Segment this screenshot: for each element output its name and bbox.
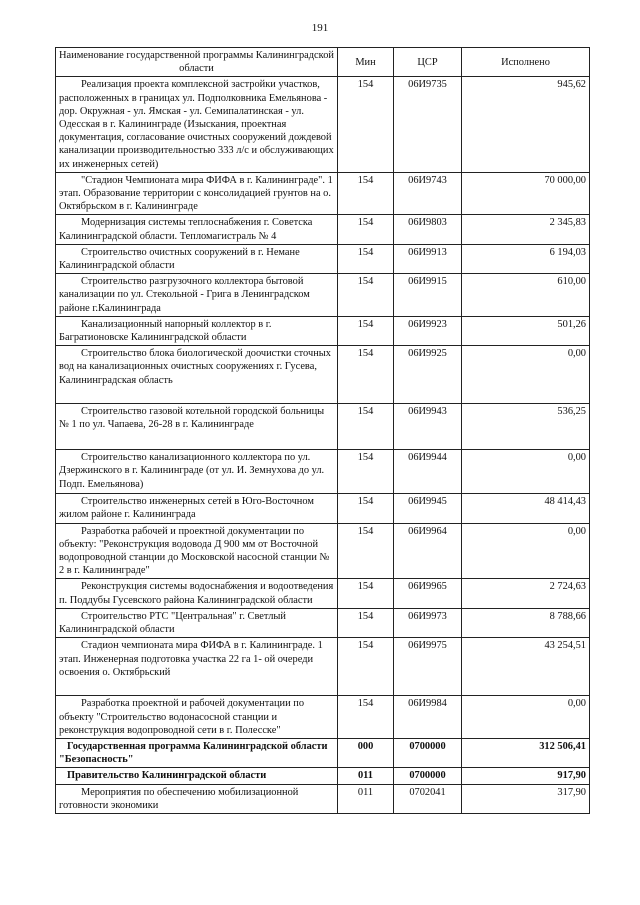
cell-csr: 0702041: [394, 784, 462, 813]
cell-program-name: Строительство канализационного коллектора по ул. Дзержинского в г. Калининграде (от ул. И. Земнухова до ул. Подп. Емельянова): [56, 450, 338, 494]
cell-program-name: Строительство разгрузочного коллектора бытовой канализации по ул. Стекольной - Грига в Ленинградском районе г.Калининграда: [56, 274, 338, 317]
cell-executed: 48 414,43: [462, 494, 590, 523]
table-row: [56, 215, 590, 244]
cell-executed: 2 724,63: [462, 579, 590, 608]
budget-table: [55, 47, 590, 814]
cell-executed: 0,00: [462, 523, 590, 579]
cell-ministry: 154: [338, 244, 394, 273]
cell-ministry: 154: [338, 215, 394, 244]
cell-ministry: 154: [338, 579, 394, 608]
cell-program-name: Строительство РТС "Центральная" г. Светлый Калининградской области: [56, 608, 338, 637]
cell-csr: 06И9943: [394, 404, 462, 450]
table-row: [56, 738, 590, 767]
cell-csr: 06И9944: [394, 450, 462, 494]
cell-program-name: Модернизация системы теплоснабжения г. Советска Калининградской области. Тепломагистраль № 4: [56, 215, 338, 244]
cell-ministry: 154: [338, 696, 394, 739]
cell-executed: 43 254,51: [462, 638, 590, 696]
cell-csr: 06И9965: [394, 579, 462, 608]
cell-csr: 06И9984: [394, 696, 462, 739]
table-body: [56, 77, 590, 814]
cell-executed: 6 194,03: [462, 244, 590, 273]
cell-executed: 945,62: [462, 77, 590, 172]
table-row: [56, 638, 590, 696]
cell-csr: 0700000: [394, 768, 462, 784]
cell-ministry: 154: [338, 638, 394, 696]
table-row: [56, 579, 590, 608]
table-row: [56, 244, 590, 273]
cell-csr: 06И9915: [394, 274, 462, 317]
table-header-row: [56, 48, 590, 77]
cell-ministry: 011: [338, 768, 394, 784]
cell-program-name: Разработка рабочей и проектной документации по объекту: "Реконструкция водовода Д 900 мм от Восточной водопроводной станции до Московской насосной станции № 2 в г. Калининграде": [56, 523, 338, 579]
table-row: [56, 172, 590, 215]
cell-executed: 312 506,41: [462, 738, 590, 767]
cell-ministry: 154: [338, 450, 394, 494]
cell-csr: 06И9975: [394, 638, 462, 696]
table-row: [56, 274, 590, 317]
cell-program-name: Разработка проектной и рабочей документации по объекту "Строительство водонасосной станции и реконструкция водопроводной сети в г. Полесске": [56, 696, 338, 739]
cell-csr: 06И9964: [394, 523, 462, 579]
cell-csr: 06И9735: [394, 77, 462, 172]
cell-program-name: "Стадион Чемпионата мира ФИФА в г. Калининграде". 1 этап. Образование территории с консолидацией грунтов на о. Октябрьском в г. Калининграде: [56, 172, 338, 215]
cell-program-name: Строительство газовой котельной городской больницы № 1 по ул. Чапаева, 26-28 в г. Калининграде: [56, 404, 338, 450]
cell-ministry: 154: [338, 494, 394, 523]
cell-executed: 536,25: [462, 404, 590, 450]
cell-executed: 917,90: [462, 768, 590, 784]
cell-executed: 2 345,83: [462, 215, 590, 244]
cell-ministry: 154: [338, 77, 394, 172]
cell-executed: 0,00: [462, 450, 590, 494]
cell-csr: 0700000: [394, 738, 462, 767]
cell-ministry: 154: [338, 404, 394, 450]
cell-csr: 06И9803: [394, 215, 462, 244]
cell-ministry: 154: [338, 172, 394, 215]
cell-executed: 501,26: [462, 316, 590, 345]
header-ministry: Мин: [338, 48, 394, 77]
cell-csr: 06И9945: [394, 494, 462, 523]
cell-ministry: 154: [338, 608, 394, 637]
cell-program-name: Правительство Калининградской области: [56, 768, 338, 784]
header-executed: Исполнено: [462, 48, 590, 77]
cell-executed: 0,00: [462, 346, 590, 404]
cell-csr: 06И9925: [394, 346, 462, 404]
cell-csr: 06И9743: [394, 172, 462, 215]
cell-executed: 8 788,66: [462, 608, 590, 637]
cell-program-name: Государственная программа Калининградской области "Безопасность": [56, 738, 338, 767]
cell-ministry: 154: [338, 523, 394, 579]
cell-ministry: 154: [338, 346, 394, 404]
table-row: [56, 77, 590, 172]
page-number: 191: [311, 22, 329, 34]
cell-program-name: Стадион чемпионата мира ФИФА в г. Калининграде. 1 этап. Инженерная подготовка участка 22 га 1- ой очереди освоения о. Октябрьский: [56, 638, 338, 696]
cell-program-name: Мероприятия по обеспечению мобилизационной готовности экономики: [56, 784, 338, 813]
table-row: [56, 608, 590, 637]
cell-program-name: Реконструкция системы водоснабжения и водоотведения п. Поддубы Гусевского района Калининградской области: [56, 579, 338, 608]
cell-executed: 317,90: [462, 784, 590, 813]
cell-csr: 06И9973: [394, 608, 462, 637]
table-row: [56, 346, 590, 404]
table-row: [56, 696, 590, 739]
cell-program-name: Строительство очистных сооружений в г. Немане Калининградской области: [56, 244, 338, 273]
table-row: [56, 404, 590, 450]
cell-program-name: Канализационный напорный коллектор в г. Багратионовске Калининградской области: [56, 316, 338, 345]
cell-ministry: 011: [338, 784, 394, 813]
table-row: [56, 494, 590, 523]
cell-program-name: Реализация проекта комплексной застройки участков, расположенных в границах ул. Подполковника Емельянова - дор. Окружная - ул. Ямская - ул. Семипалатинская - ул. Одесская в г. Калининграде (Изыскания, проектная документация, согласование очистных сооружений дождевой канализации производительностью 333 л/с и обслуживающих их инженерных сетей): [56, 77, 338, 172]
cell-csr: 06И9923: [394, 316, 462, 345]
table-row: [56, 450, 590, 494]
header-program-name: Наименование государственной программы Калининградской области: [56, 48, 338, 77]
cell-executed: 610,00: [462, 274, 590, 317]
cell-program-name: Строительство инженерных сетей в Юго-Восточном жилом районе г. Калининграда: [56, 494, 338, 523]
cell-program-name: Строительство блока биологической доочистки сточных вод на канализационных очистных сооружениях г. Гусева, Калининградская область: [56, 346, 338, 404]
cell-ministry: 000: [338, 738, 394, 767]
table-row: [56, 523, 590, 579]
header-csr: ЦСР: [394, 48, 462, 77]
table-row: [56, 784, 590, 813]
cell-executed: 70 000,00: [462, 172, 590, 215]
table-row: [56, 768, 590, 784]
cell-ministry: 154: [338, 274, 394, 317]
table-row: [56, 316, 590, 345]
cell-ministry: 154: [338, 316, 394, 345]
cell-executed: 0,00: [462, 696, 590, 739]
cell-csr: 06И9913: [394, 244, 462, 273]
